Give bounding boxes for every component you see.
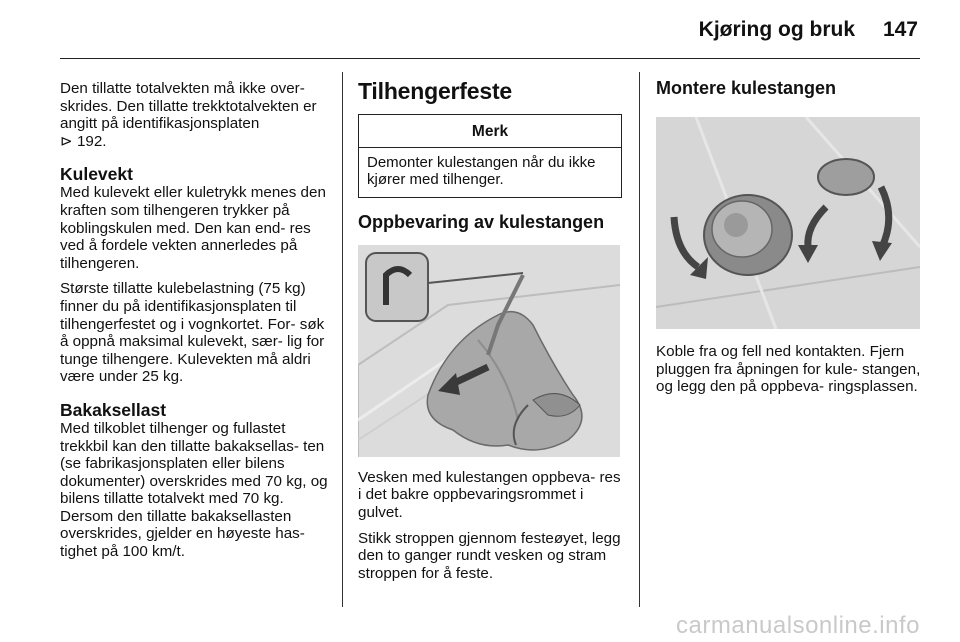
note-box (358, 114, 622, 198)
note-title: Merk (359, 115, 621, 148)
storage-heading: Oppbevaring av kulestangen (358, 211, 605, 232)
intro-text: Den tillatte totalvekten må ikke over‑ skrides. Den tillatte trekktotalvekten er angitt på identifikasjonsplaten (60, 80, 317, 133)
kulevekt-paragraph-1: Med kulevekt eller kuletrykk menes den kraften som tilhengeren trykker på koblingskulen med. Den kan end‑ res ved å fordele vekten annerledes på tilhengeren. (60, 184, 326, 272)
note-body: Demonter kulestangen når du ikke kjører med tilhenger. (367, 153, 596, 189)
storage-paragraph-2: Stikk stroppen gjennom festeøyet, legg den to ganger rundt vesken og stram stroppen for å feste. (358, 529, 621, 582)
column-1 (60, 80, 328, 569)
watermark: carmanualsonline.info (676, 612, 920, 639)
storage-paragraph-1: Vesken med kulestangen oppbeva‑ res i det bakre oppbevaringsrommet i gulvet. (358, 468, 621, 521)
storage-illustration (358, 245, 620, 457)
column-divider-left (342, 72, 343, 607)
section-heading-tilhengerfeste: Tilhengerfeste (358, 78, 512, 104)
column-2 (358, 78, 622, 590)
header-rule (60, 58, 920, 59)
column-divider-right (639, 72, 640, 607)
mount-heading: Montere kulestangen (656, 78, 837, 98)
mount-paragraph: Koble fra og fell ned kontakten. Fjern pluggen fra åpningen for kule‑ stangen, og legg den på oppbeva‑ ringsplassen. (656, 343, 921, 396)
bakaksellast-heading: Bakaksellast (60, 399, 167, 420)
column-3 (656, 78, 922, 404)
mount-illustration (656, 117, 920, 329)
bakaksellast-paragraph: Med tilkoblet tilhenger og fullastet trekkbil kan den tillatte bakaksellas‑ ten (se fabrikasjonsplaten eller bilens dokumenter) overskrides med 70 kg, og bilens tillatte totalvekt med 70 kg. Dersom den tillatte bakaksellasten overskrides, gjelder en høyeste has‑ tighet på 100 km/t. (60, 419, 328, 561)
cross-reference-page[interactable]: 192. (76, 132, 107, 150)
kulevekt-heading: Kulevekt (60, 164, 133, 185)
page-header-title: Kjøring og bruk (698, 18, 855, 41)
cross-reference-arrow-icon: ⊳ (60, 132, 73, 150)
intro-paragraph (60, 80, 328, 150)
kulevekt-paragraph-2: Største tillatte kulebelastning (75 kg) finner du på identifikasjonsplaten til tilhengerfestet og i vognkortet. For‑ søk å oppnå maksimal kulevekt, sær‑ lig for tunge tilhengere. Kulevekten må aldri være under 25 kg. (60, 280, 325, 386)
page-number: 147 (882, 18, 918, 41)
